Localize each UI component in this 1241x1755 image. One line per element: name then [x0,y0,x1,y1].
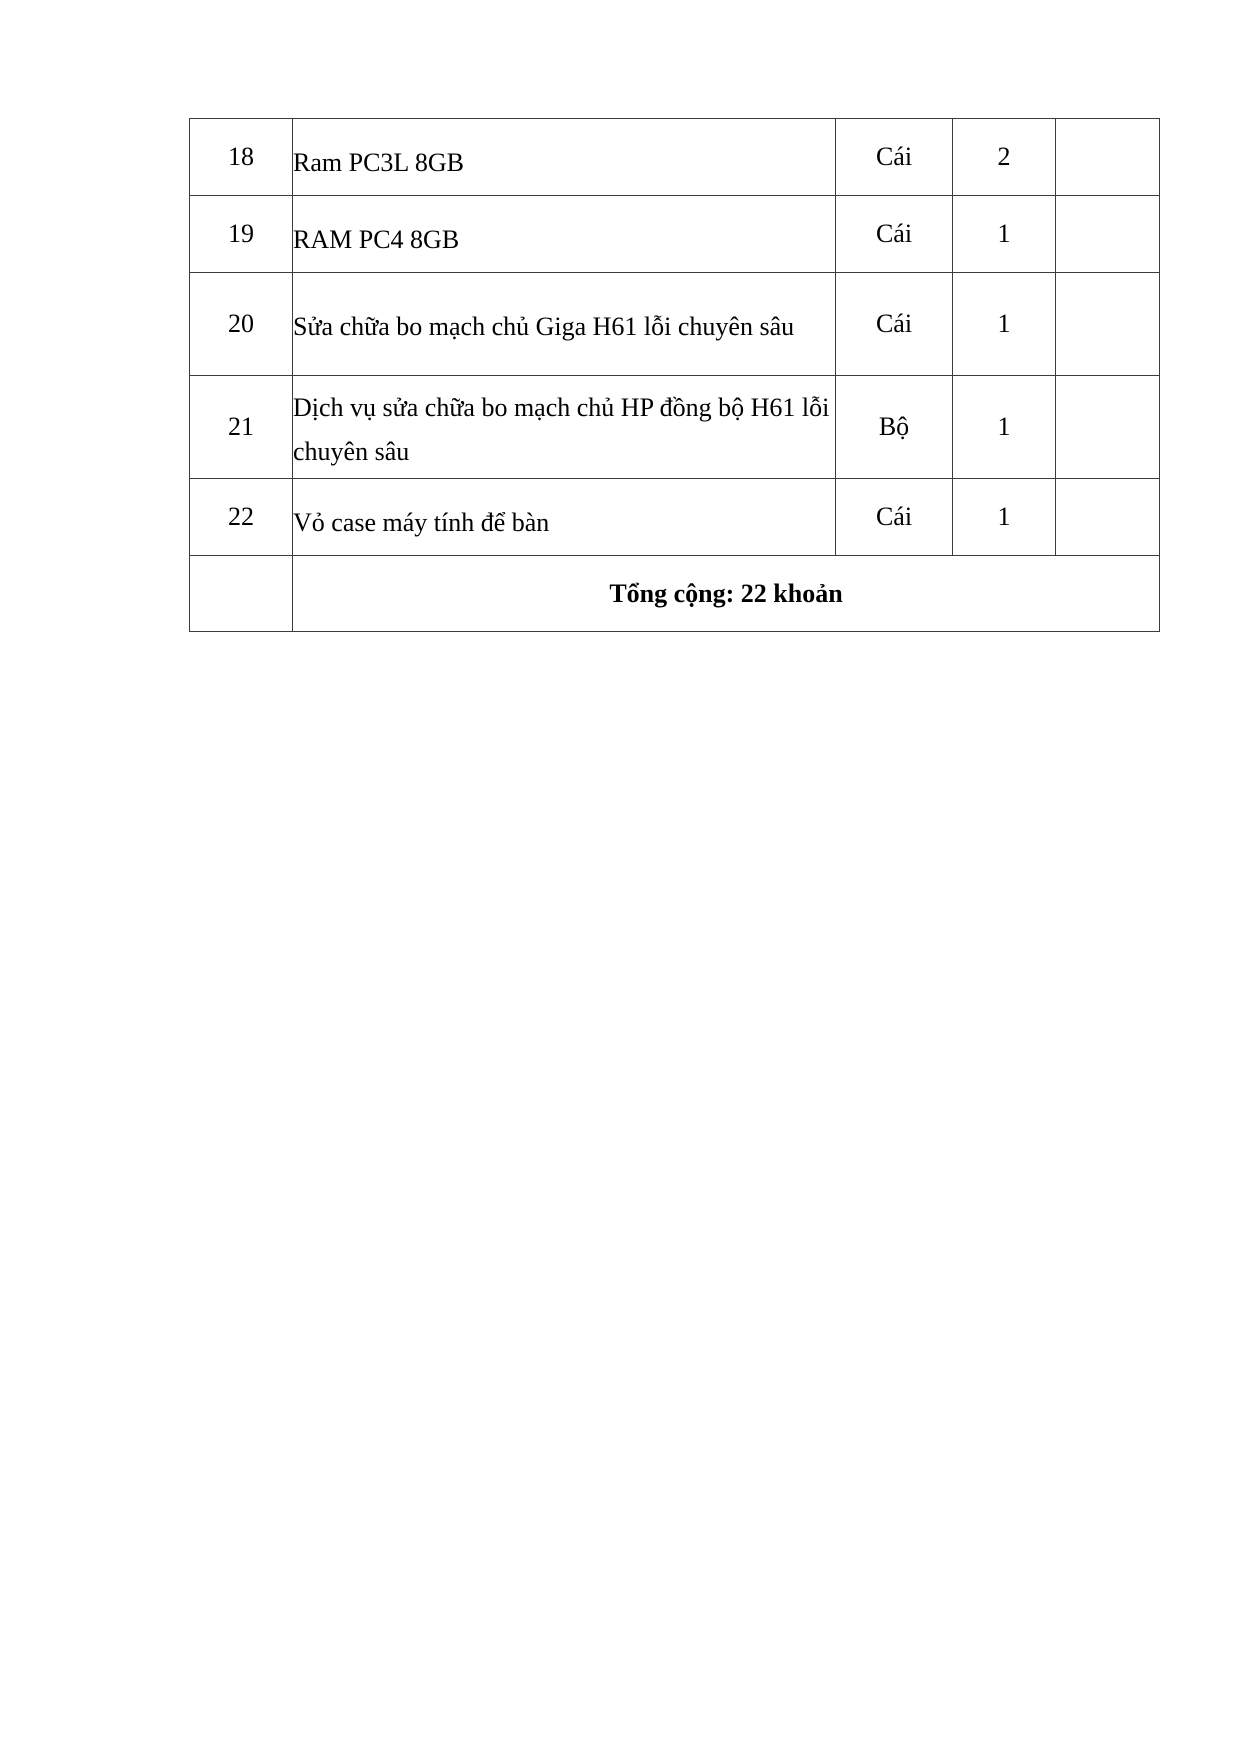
item-name: Ram PC3L 8GB [293,119,836,196]
item-unit: Cái [836,119,953,196]
item-name: Vỏ case máy tính để bàn [293,479,836,556]
item-unit: Bộ [836,376,953,479]
item-note [1056,119,1160,196]
table-row [190,376,1160,479]
item-name: Sửa chữa bo mạch chủ Giga H61 lỗi chuyên sâu [293,273,836,376]
items-table [189,118,1160,632]
row-number: 20 [190,273,293,376]
item-quantity: 1 [953,376,1056,479]
table-row [190,273,1160,376]
item-note [1056,479,1160,556]
total-label: Tổng cộng: 22 khoản [293,556,1160,632]
table-row [190,119,1160,196]
row-number: 19 [190,196,293,273]
item-quantity: 2 [953,119,1056,196]
row-number: 18 [190,119,293,196]
row-number: 22 [190,479,293,556]
item-quantity: 1 [953,479,1056,556]
item-quantity: 1 [953,196,1056,273]
row-number: 21 [190,376,293,479]
item-note [1056,196,1160,273]
table-row [190,479,1160,556]
item-unit: Cái [836,479,953,556]
item-name: RAM PC4 8GB [293,196,836,273]
table-row [190,196,1160,273]
total-row-number [190,556,293,632]
item-note [1056,376,1160,479]
item-unit: Cái [836,196,953,273]
total-row [190,556,1160,632]
item-unit: Cái [836,273,953,376]
item-note [1056,273,1160,376]
item-name: Dịch vụ sửa chữa bo mạch chủ HP đồng bộ H61 lỗi chuyên sâu [293,376,836,479]
item-quantity: 1 [953,273,1056,376]
